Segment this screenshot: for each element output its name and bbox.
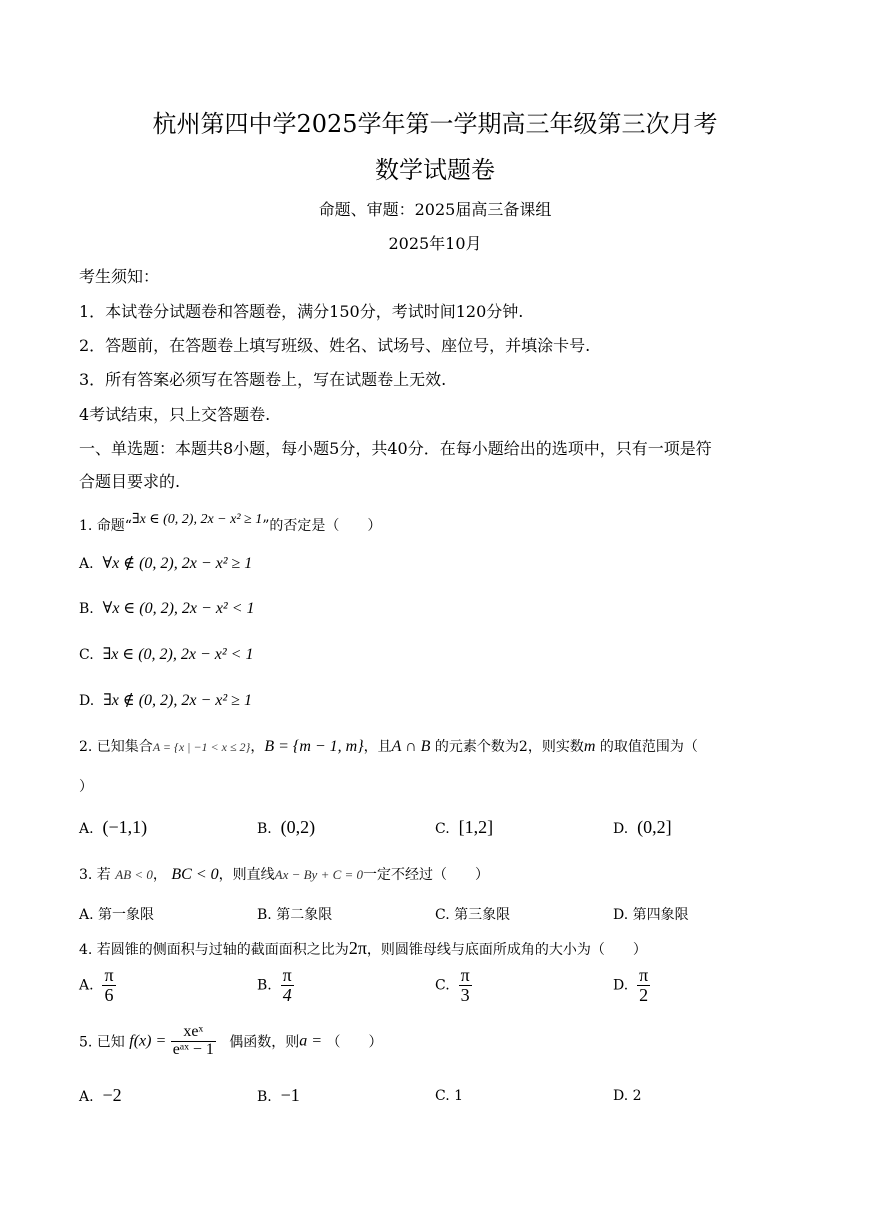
option-label: D.: [613, 977, 629, 994]
q3-option-d: [613, 904, 689, 924]
fraction-numerator: π: [282, 965, 292, 985]
q5-var: a =: [299, 1032, 322, 1050]
q4-option-c: [435, 966, 472, 1005]
q4-option-a: [79, 966, 116, 1005]
q3-option-b: [257, 904, 332, 924]
q1-option-a: [79, 553, 252, 573]
option-label: B.: [79, 601, 94, 617]
q5-lhs: f(x) =: [129, 1032, 167, 1050]
fraction-denominator: 6: [104, 984, 114, 1005]
q1-prefix: 1. 命题“: [79, 518, 132, 534]
option-text: (0,2): [280, 817, 316, 837]
option-text: (−1,1): [102, 817, 148, 837]
notice-heading: 考生须知：: [79, 267, 160, 286]
fraction-denominator: eᵃˣ − 1: [172, 1040, 214, 1058]
option-label: D.: [79, 693, 95, 709]
q2-prefix: 2. 已知集合: [79, 739, 153, 755]
exam-authors: 命题、审题：2025届高三备课组: [318, 200, 552, 219]
option-label: B.: [257, 821, 272, 837]
section-heading: 一、单选题：本题共8小题，每小题5分，共40分．在每小题给出的选项中，只有一项是符: [79, 439, 712, 458]
option-text: −1: [280, 1085, 300, 1105]
option-label: A.: [79, 1089, 94, 1105]
q1-option-d: [79, 690, 252, 710]
q2-suffix: 的取值范围为（: [599, 739, 698, 755]
q4-suffix: ，则圆锥母线与底面所成角的大小为（ ）: [366, 942, 647, 958]
option-label: D.: [613, 907, 629, 923]
section-heading-cont: 合题目要求的.: [79, 472, 181, 491]
q3-suffix: 一定不经过（ ）: [363, 867, 490, 883]
fraction-numerator: π: [460, 965, 470, 985]
option-text: ∃x ∉ (0, 2), 2x − x² ≥ 1: [103, 692, 252, 709]
q3-mid: ，则直线: [218, 867, 275, 883]
q2-mid1: ，且: [363, 739, 392, 755]
fraction: [459, 966, 472, 1005]
fraction: [281, 966, 294, 1005]
q1-suffix: ”的否定是（ ）: [262, 518, 382, 534]
question-5: [79, 1024, 382, 1059]
q5-option-b: [257, 1085, 300, 1106]
option-text: ∀x ∉ (0, 2), 2x − x² ≥ 1: [102, 555, 253, 572]
fraction-numerator: π: [639, 965, 649, 985]
option-text: 1: [454, 1088, 464, 1104]
q3-option-c: [435, 904, 510, 924]
fraction-denominator: 4: [282, 984, 292, 1005]
option-text: 第三象限: [454, 907, 511, 923]
notice-item: 2．答题前，在答题卷上填写班级、姓名、试场号、座位号，并填涂卡号.: [79, 336, 591, 355]
question-2: [79, 736, 698, 756]
q2-mid2: 的元素个数为2，则实数: [434, 739, 584, 755]
fraction: [102, 966, 115, 1005]
q1-option-c: [79, 644, 253, 664]
option-text: ∀x ∈ (0, 2), 2x − x² < 1: [102, 600, 255, 617]
question-4: [79, 938, 647, 959]
q3-sep: ，: [152, 867, 167, 883]
fraction-denominator: 3: [460, 984, 470, 1005]
q3-cond1: AB < 0: [115, 867, 153, 882]
q5-option-a: [79, 1085, 122, 1106]
q5-option-d: [613, 1088, 642, 1104]
q4-prefix: 4. 若圆锥的侧面积与过轴的截面面积之比为: [79, 942, 349, 958]
q4-option-b: [257, 966, 294, 1005]
notice-item: 3．所有答案必须写在答题卷上，写在试题卷上无效.: [79, 370, 447, 389]
exam-title: 杭州第四中学2025学年第一学期高三年级第三次月考: [152, 110, 718, 138]
option-text: [1,2]: [458, 817, 494, 837]
q2-option-a: [79, 817, 147, 838]
option-label: C.: [435, 821, 450, 837]
q5-suffix: （ ）: [326, 1034, 383, 1051]
option-text: (0,2]: [637, 817, 672, 837]
option-label: C.: [79, 647, 94, 663]
notice-item: 1．本试卷分试题卷和答题卷，满分150分，考试时间120分钟.: [79, 302, 524, 321]
q5-mid: 偶函数，则: [229, 1034, 300, 1051]
q1-expr: ∃x ∈ (0, 2), 2x − x² ≥ 1: [131, 512, 263, 527]
option-label: B.: [257, 1089, 272, 1105]
exam-subtitle: 数学试题卷: [375, 156, 495, 184]
q2-set-b: B = {m − 1, m}: [264, 738, 364, 755]
option-text: 第四象限: [632, 907, 689, 923]
q4-option-d: [613, 966, 650, 1005]
q2-set-a: A = {x | −1 < x ≤ 2}: [152, 740, 251, 754]
q2-option-c: [435, 817, 493, 838]
option-text: ∃x ∈ (0, 2), 2x − x² < 1: [102, 646, 254, 663]
option-label: C.: [435, 907, 450, 923]
option-label: C.: [435, 1088, 450, 1104]
notice-item: 4考试结束，只上交答题卷.: [79, 405, 271, 424]
q5-option-c: [435, 1088, 463, 1104]
q5-fraction: [171, 1024, 216, 1059]
question-3: [79, 864, 489, 884]
q3-prefix: 3. 若: [79, 867, 111, 883]
question-1: [79, 512, 382, 535]
q1-option-b: [79, 598, 255, 618]
q2-comma: ，: [250, 739, 265, 755]
q3-cond2: BC < 0: [171, 866, 219, 883]
exam-date: 2025年10月: [388, 234, 482, 253]
q2-close: ）: [79, 779, 93, 795]
q5-prefix: 5. 已知: [79, 1034, 125, 1051]
option-text: 第二象限: [276, 907, 333, 923]
option-label: A.: [79, 977, 94, 994]
fraction-denominator: 2: [639, 984, 649, 1005]
q2-intersection: A ∩ B: [391, 738, 431, 755]
option-label: A.: [79, 556, 94, 572]
option-text: −2: [102, 1085, 122, 1105]
option-label: A.: [79, 821, 94, 837]
q2-var: m: [583, 738, 596, 755]
option-label: B.: [257, 977, 272, 994]
q3-line: Ax − By + C = 0: [274, 867, 364, 882]
q4-ratio: 2π: [348, 938, 367, 958]
option-label: B.: [257, 907, 272, 923]
fraction: [637, 966, 650, 1005]
fraction-numerator: π: [104, 965, 114, 985]
option-label: C.: [435, 977, 450, 994]
option-label: A.: [79, 907, 94, 923]
q2-option-d: [613, 817, 672, 838]
option-label: D.: [613, 821, 629, 837]
q3-option-a: [79, 904, 154, 924]
fraction-numerator: xeˣ: [171, 1024, 216, 1042]
q2-option-b: [257, 817, 315, 838]
option-label: D.: [613, 1088, 629, 1104]
option-text: 2: [632, 1088, 642, 1104]
option-text: 第一象限: [98, 907, 155, 923]
